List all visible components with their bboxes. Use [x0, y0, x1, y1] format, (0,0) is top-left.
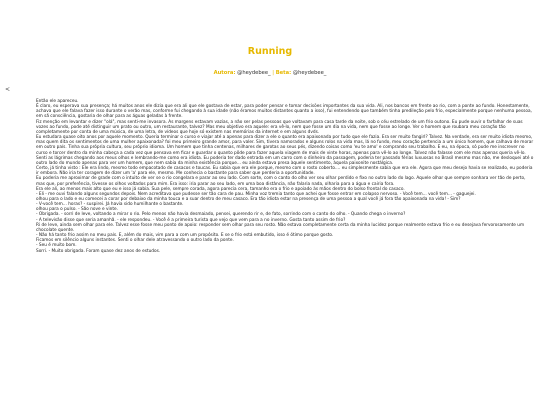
dialogue-line: - Seu é muito bom. — [36, 243, 77, 249]
dialogue-line: - Obrigada. - sorri de leve, voltando a mirar o rio. Pelo menos não havia desmaiado, pensei, querendo rir e, de fato, sorrindo com o canto do olho. - Quando chega o inverno? — [36, 212, 406, 218]
dialogue-line: - V-você tem... horas? - suspirei. Já havia sido humilhante o bastante. — [36, 202, 184, 208]
authors-line — [0, 70, 540, 76]
story-title: Running — [247, 46, 293, 57]
paragraph: Senti as lágrimas chegando aos meus olhos e lembrando-me como era idiota. Eu poderia ter dado entrada em um carro com o dinheiro da passagem, poderia ter passado férias luxuosas no Brasil mesmo mas não, me desloquei até o outro lado do mundo apenas para ver um homem, que nem sabia da minha existência porque... eu ainda estava presa àquele sentimento, àquela paixonite nostálgica. Certo, já tinha visto : Ele era lindo, mesmo todo empacotado de casacos e toucas. Eu sabia que era ele porque, mesmo com o rosto coberto.... eu simplesmente sabia que era ele. Agora que meu desejo havia se realizado, eu poderia ir embora. Não iria ter coragem de dizer um 'a' para ele, mesmo. Me conhecia o bastante para saber que perderia a oportunidade. Eu poderia me aproximar de grade com o intuito de ver se o rio congelara e parar ao seu lado. Com sorte, com o canto do olho ver seu olhar perdido e fixo no outro lado do lago. Aquele olhar que sempre sonhara ver tão de perto, mas que, por preferência, tivesse os olhos voltados para mim. Era isso: iria parar ao seu lado, em uma boa distância, não falaria nada, olharia para a água e cairia fora. Era ele ali, ao menos mais alto que eu e isso já sabia. Sua pele, sempre corada, agora parecia cera, tamanho era o frio e apoiado às mãos dentro do bolso frontal do casaco. — [36, 155, 534, 192]
back-arrow-icon[interactable]: < — [5, 86, 11, 93]
dialogue-block — [36, 192, 534, 254]
beta-name: @heydebee_ — [292, 70, 327, 76]
story-body — [36, 99, 534, 254]
dialogue-line: - Eli - me ouvi falando alguns segundos depois. Nem acreditava que pudesse ser tão cara de pau. Minha voz tremia tanto que achei que fosse entrar em colapso nervoso. - Você tem... você tem... - gaguejei. — [36, 191, 476, 197]
author-label: Autora: — [213, 70, 236, 76]
dialogue-line: olhou para o lado e eu comecei a corar por debaixo da minha touca e a suar dentro de meu casaco. Era tão idiota estar na presença de uma pessoa a qual você já fora tão apaixonada na vida! - Sim? — [36, 196, 461, 202]
author-name: @heydebee_ — [237, 70, 271, 76]
dialogue-line: Ficamos em silêncio alguns instantes. Senti o olhar dele atravessando o outro lado da ponte. — [36, 238, 234, 244]
dialogue-line: olhou para o pulso. - São nove e vinte. — [36, 207, 118, 213]
paragraph: Então ele apareceu. — [36, 99, 79, 104]
beta-label: Beta: — [275, 70, 292, 76]
dialogue-line: - A televisão disse que seria amanhã. - ele respondeu. - Você é a primeira turista que vejo que vem para a no inverno. Gosta tanto assim de frio? — [36, 217, 346, 223]
paragraph: É claro, eu esperava sua presença; há muitos anos ele dizia que era ali que ele gostava de estar, para poder pensar e tomar decisões importantes da sua vida. Ali, nos bancos em frente ao rio, com a ponte ao fundo. Honestamente, achava que ele falava fazer isso durante o verão mas, conforme fui chegando à sua idade (não éramos muitos distantes quanto a isso), fui entendendo que também tinha predileção pelo frio, especialmente porque nenhuma pessoa, em sã consciência, gostaria de olhar para as águas geladas à frente. Fiz menção em levantar e dizer "olá", mas senti-me invasora. As margens estavam vazias, a não ser pelas pessoas que voltavam para casa tarde da noite, sob o céu estrelado de um frio outono. Eu pude ouvir o farfalhar de suas vozes ao fundo, pode até distinguir um prato ou outro, um restaurante, talvez? Mas meu objetivo era aquele: era vê-lo, nem que fosse um dia na vida, nem que fosse ao longe. Ver o homem que roubara meu coração tão completamente por conta de uma música, de uma letra, de vídeos que hoje só existem nas memórias da internet e em alguns dvds. — [36, 104, 532, 135]
dialogue-line: - Não há tanto frio assim no meu país. E, além do mais, vim para a com um propósito. E se o frio está embutido, isso é ótimo porque gosto. — [36, 233, 334, 239]
paragraph: Eu estudara quase oito anos por aquele momento. Queria terminar o curso e viajar até a apenas para dizer a ele o quanto era apaixonada por tudo que ele fazia. Era ser muito fangirl? Talvez. Na verdade, era ser muito idiota mesmo, mas quem dita os sentimentos de uma mulher apaixonada? foi meu primeiro grande amor, para valer. Sim, tivera namorados e alguns rolos na vida mas, lá no fundo, meu coração pertencia a um único homem, que calhava de morar em outro país. Tinha sua própria cultura, seu próprio idioma. Um homem que tinha centenas, milhares de garotas ao seus pés, dizendo coisas como 'eu te amo' e comprando seu trabalho. E eu, na época, só pude me inscrever no curso e torcer dentro da minha cabeça a cada vez que pensava em ficar e guardar o quanto pôde para fazer aquela viagem de mais de vinte horas, apenas para vê-lo ao longe. Talvez não falasse com ele mas apenas queria vê-lo. — [36, 135, 534, 156]
authors-separator: | — [272, 70, 275, 76]
dialogue-line: Ri de leve, ainda sem olhar para ele. Talvez esse fosse meu ponto de apoio: responder sem olhar para seu rosto. Não estava completamente certa da minha lucidez porque realmente estava frio e eu desejava fervorosamente um chocolate quente. — [36, 222, 525, 233]
dialogue-line: Sorri. - Muito obrigada. Foram quase dez anos de estudos. — [36, 248, 161, 254]
